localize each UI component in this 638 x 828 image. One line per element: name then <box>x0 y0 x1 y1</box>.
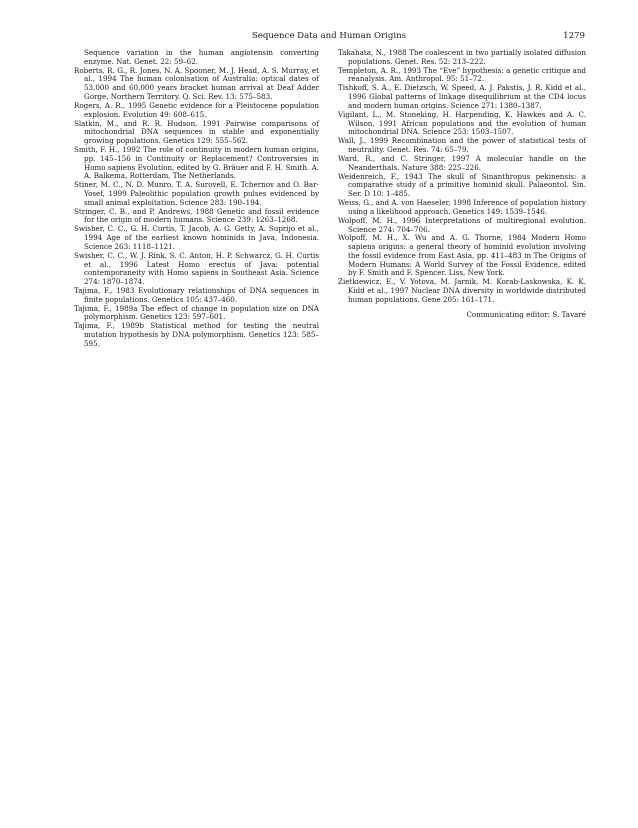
reference-entry: Weidenreich, F., 1943 The skull of Sinanthropus pekinensis: a comparative study of a primitive hominid skull. Palaeontol. Sin. Ser. D 10: 1–485. <box>338 171 586 199</box>
reference-entry: Stiner, M. C., N. D. Munro, T. A. Surovell, E. Tchernov and O. Bar-Yosef, 1999 Paleolithic population growth pulses evidenced by small animal exploitation. Science 283: 190–194. <box>74 180 319 207</box>
reference-entry: Tajima, F., 1989a The effect of change in population size on DNA polymorphism. Genetics 123: 597–601. <box>74 303 319 322</box>
reference-entry: Templeton, A. R., 1993 The “Eve” hypothesis: a genetic critique and reanalysis. Am. Anthropol. 95: 51–72. <box>338 65 586 84</box>
references-right-column <box>338 49 586 327</box>
reference-entry: Takahata, N., 1988 The coalescent in two partially isolated diffusion populations. Genet. Res. 52: 213–222. <box>338 48 586 66</box>
reference-entry: Weiss, G., and A. von Haeseler, 1998 Inference of population history using a likelihood approach. Genetics 149: 1539–1546. <box>338 198 586 216</box>
communicating-editor: Communicating editor: S. Tavaré <box>466 309 586 319</box>
reference-entry: Tajima, F., 1983 Evolutionary relationships of DNA sequences in finite populations. Genetics 105: 437–460. <box>74 285 319 304</box>
reference-entry: Swisher, C. C., W. J. Rink, S. C. Anton, H. P. Schwarcz, G. H. Curtis et al., 1996 Latest Homo erectus of Java: potential contemporaneity with Homo sapiens in Southeast Asia. Science 274: 1870–1874. <box>74 250 319 286</box>
reference-entry: Wolpoff, M. H., X. Wu and A. G. Thorne, 1984 Modern Homo sapiens origins: a general theory of hominid evolution involving the fossil evidence from East Asia, pp. 411–483 in The Origins of Modern Humans: A World Survey of the Fossil Evidence, edited by F. Smith and F. Spencer. Liss, New York. <box>338 233 586 278</box>
reference-entry: Ward, R., and C. Stringer, 1997 A molecular handle on the Neanderthals. Nature 388: 225–226. <box>338 153 586 172</box>
running-header <box>73 30 585 42</box>
running-title: Sequence Data and Human Origins <box>251 31 407 41</box>
reference-entry: Vigilant, L., M. Stoneking, H. Harpending, K. Hawkes and A. C. Wilson, 1991 African populations and the evolution of human mitochondrial DNA. Science 253: 1503–1507. <box>338 109 586 137</box>
reference-entry: Rogers, A. R., 1995 Genetic evidence for a Pleistocene population explosion. Evolution 49: 608–615. <box>74 100 319 119</box>
reference-entry: Tishkoff, S. A., E. Dietzsch, W. Speed, A. J. Pakstis, J. R. Kidd et al., 1996 Global patterns of linkage disequilibrium at the CD4 locus and modern human origins. Science 271: 1380–1387. <box>338 83 586 110</box>
page-number: 1279 <box>563 31 585 41</box>
reference-entry: Roberts, R. G., R. Jones, N. A. Spooner, M. J. Head, A. S. Murray, et al., 1994 The human colonisation of Australia: optical dates of 53,000 and 60,000 years bracket human arrival at Deaf Adder Gorge, Northern Territory. Q. Sci. Rev. 13: 575–583. <box>74 65 319 101</box>
reference-entry: Stringer, C. B., and P. Andrews, 1988 Genetic and fossil evidence for the origin of modern humans. Science 239: 1263–1268. <box>74 206 319 225</box>
reference-entry: Wall, J., 1999 Recombination and the power of statistical tests of neutrality. Genet. Res. 74: 65–79. <box>338 136 586 154</box>
references-left-column <box>74 49 319 349</box>
reference-entry: Slatkin, M., and R. R. Hudson, 1991 Pairwise comparisons of mitochondrial DNA sequences in stable and exponentially growing populations. Genetics 129: 555–562. <box>74 118 319 146</box>
reference-entry: Tajima, F., 1989b Statistical method for testing the neutral mutation hypothesis by DNA polymorphism. Genetics 123: 585–595. <box>74 321 319 348</box>
reference-entry: Swisher, C. C., G. H. Curtis, T. Jacob, A. G. Getty, A. Suprijo et al., 1994 Age of the earliest known hominids in Java, Indonesia. Science 263: 1118–1121. <box>74 224 319 251</box>
reference-entry: Zietkiewicz, E., V. Yotova, M. Jarnik, M. Korab-Laskowska, K. K. Kidd et al., 1997 Nuclear DNA diversity in worldwide distributed human populations. Gene 205: 161–171. <box>338 277 586 304</box>
reference-entry: Sequence variation in the human angiotensin converting enzyme. Nat. Genet. 22: 59–62. <box>84 48 319 66</box>
reference-entry: Wolpoff, M. H., 1996 Interpretations of multiregional evolution. Science 274: 704–706. <box>338 215 586 234</box>
reference-entry: Smith, F. H., 1992 The role of continuity in modern human origins, pp. 145–156 in Continuity or Replacement? Controversies in Homo sapiens Evolution, edited by G. Bräuer and F. H. Smith. A. A. Balkema, Rotterdam, The Netherlands. <box>74 145 319 181</box>
